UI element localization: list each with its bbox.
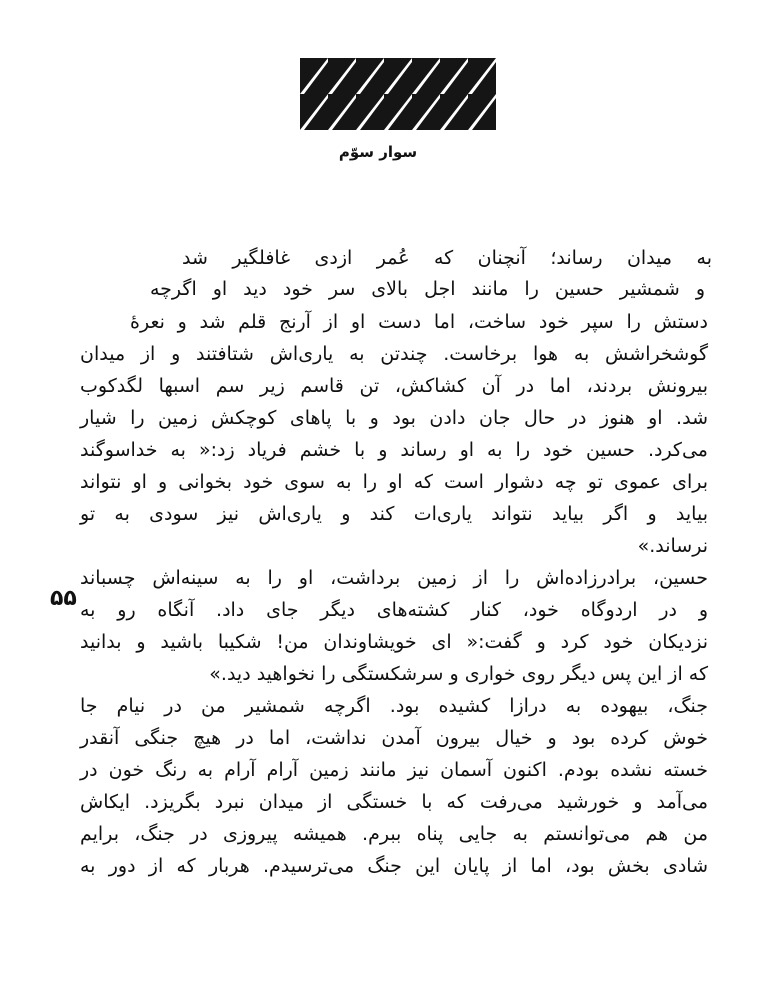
chapter-header: سوار سوّم [338,143,418,161]
text-line: نرساند.» [637,535,708,557]
text-line: و در اردوگاه خود، کنار کشته‌های دیگر جای داد. آنگاه رو به [80,599,708,621]
text-line: دستش را سپر خود ساخت، اما دست او از آرنج قلم شد و نعرهٔ [130,311,708,333]
text-line: نزدیکان خود کرد و گفت:« ای خویشاوندان من! شکیبا باشید و بدانید [80,631,708,653]
text-line: گوشخراشش به هوا برخاست. چندتن به یاری‌اش شتافتند و از میدان [80,343,708,365]
text-line: حسین، برادرزاده‌اش را از زمین برداشت، او را به سینه‌اش چسباند [80,567,708,589]
text-line: می‌کرد. حسین خود را به او رساند و با خشم فریاد زد:« به خداسوگند [80,439,708,461]
text-line: که از این پس دیگر روی خواری و سرشکستگی را نخواهید دید.» [209,663,708,685]
page-number: ۵۵ [50,586,77,611]
text-line: برای عموی تو چه دشوار است که او را به سوی خود بخوانی و او نتواند [80,471,708,493]
text-line: جنگ، بیهوده به درازا کشیده بود. اگرچه شمشیر من در نیام جا [80,695,708,717]
text-line: بیرونش بردند، اما در آن کشاکش، تن قاسم زیر سم اسبها لگدکوب [80,375,708,397]
text-line: خوش کرده بود و خیال بیرون آمدن نداشت، اما در هیچ جنگی آنقدر [80,727,708,749]
text-line: شد. او هنوز در حال جان دادن بود و با پاهای کوچکش زمین را شیار [80,407,708,429]
text-line: می‌آمد و خورشید می‌رفت که با خستگی از میدان نبرد بگریزد. ایکاش [80,791,708,813]
text-line: بیاید و اگر بیاید نتواند یاری‌ات کند و یاری‌اش نیز سودی به تو [80,503,708,525]
text-line: شادی بخش بود، اما از پایان این جنگ می‌ترسیدم. هربار که از دور به [80,855,708,877]
text-line: به میدان رساند؛ آنچنان که عُمر ازدی غافلگیر شد [182,247,712,269]
text-line: خسته نشده بودم. اکنون آسمان نیز مانند زمین آرام آرام به رنگ خون در [80,759,708,781]
text-line: و شمشیر حسین را مانند اجل بالای سر خود دید او اگرچه [150,278,705,300]
text-line: من هم می‌توانستم به جایی پناه ببرم. همیشه پیروزی در جنگ، برایم [80,823,708,845]
